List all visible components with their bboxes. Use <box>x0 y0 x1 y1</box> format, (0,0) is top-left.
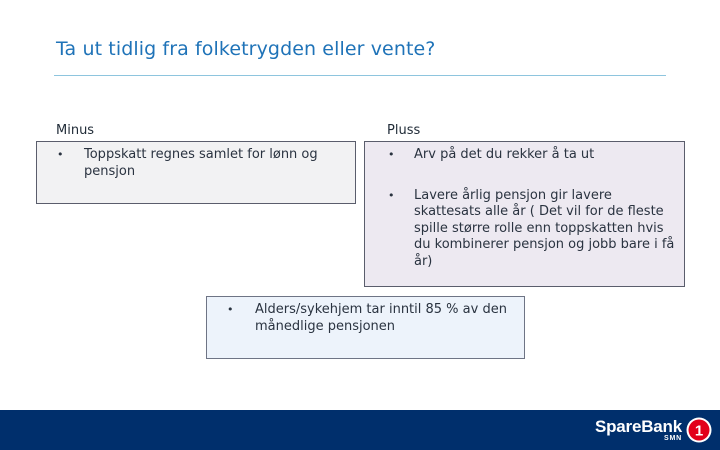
slide-title: Ta ut tidlig fra folketrygden eller vente? <box>56 38 436 60</box>
minus-list <box>57 147 347 180</box>
bullet-icon: • <box>227 303 234 316</box>
minus-box <box>36 141 356 204</box>
bullet-icon: • <box>57 148 64 161</box>
sparebank1-badge-icon <box>686 417 712 443</box>
pluss-box <box>364 141 685 287</box>
pluss-list <box>388 147 678 270</box>
title-divider <box>54 75 666 76</box>
logo-number: 1 <box>694 422 704 440</box>
sparebank1-logo <box>595 416 712 444</box>
bullet-icon: • <box>388 148 395 161</box>
pluss-item-text: Arv på det du rekker å ta ut <box>414 147 595 162</box>
minus-heading: Minus <box>56 123 95 138</box>
pluss-heading: Pluss <box>387 123 421 138</box>
neutral-list <box>227 302 517 335</box>
list-item <box>57 147 347 180</box>
list-item <box>388 147 678 164</box>
footer-bar <box>0 410 720 450</box>
minus-item-text: Toppskatt regnes samlet for lønn og pensjon <box>84 147 318 179</box>
list-item <box>388 188 678 271</box>
logo-sub-text: SMN <box>664 434 682 442</box>
bullet-icon: • <box>388 188 395 202</box>
logo-brand-text: SpareBank <box>594 416 682 436</box>
neutral-item-text: Alders/sykehjem tar inntil 85 % av den månedlige pensjonen <box>255 302 507 334</box>
list-item <box>227 302 517 335</box>
pluss-item-text: Lavere årlig pensjon gir lavere skattesats alle år ( Det vil for de fleste spille større rolle enn toppskatten hvis du kombinerer pensjon og jobb bare i få år) <box>414 187 675 269</box>
neutral-box <box>206 296 525 359</box>
